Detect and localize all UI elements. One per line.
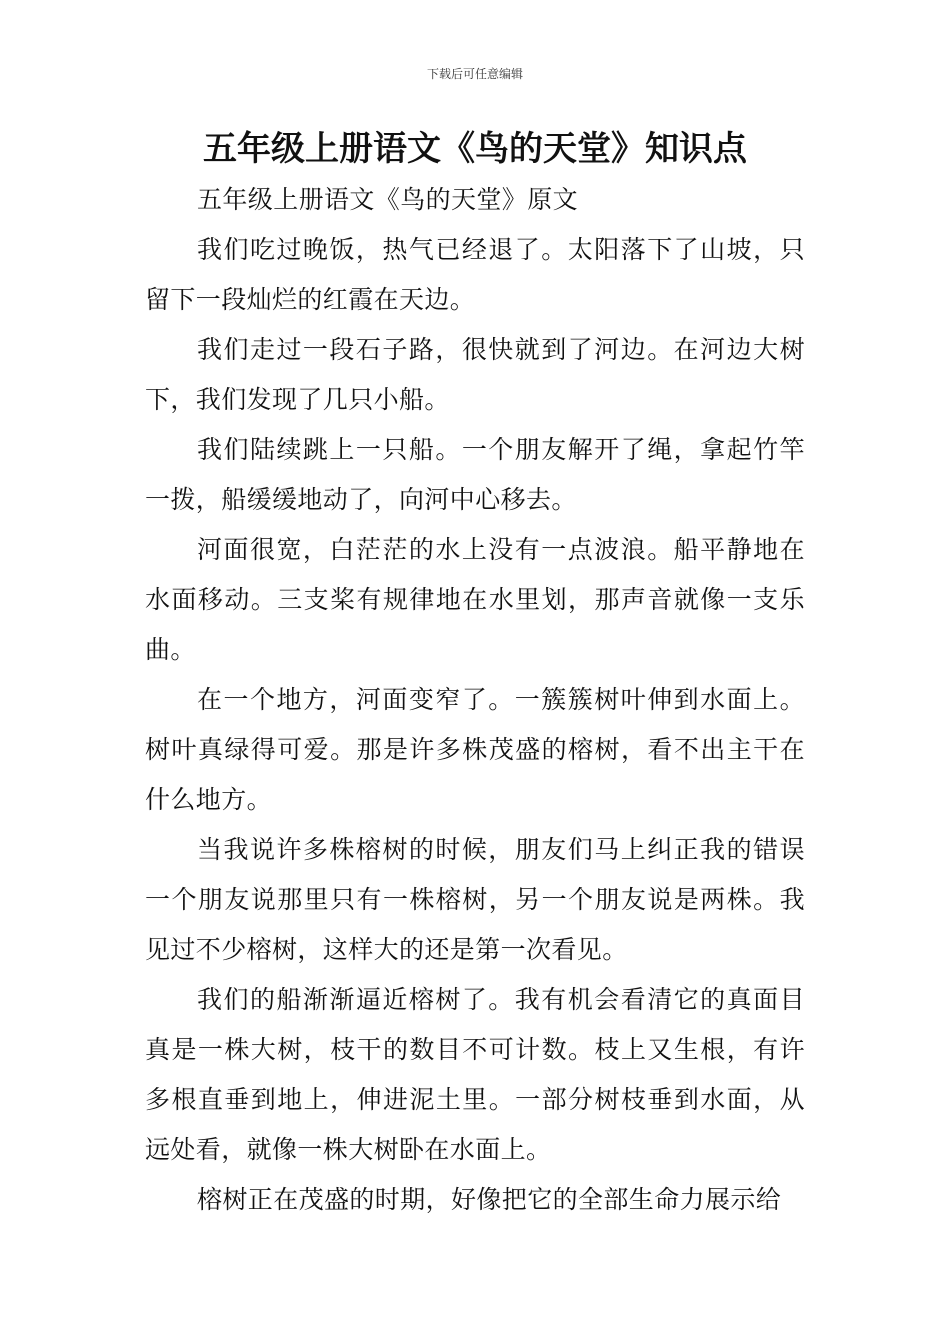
paragraph: 河面很宽，白茫茫的水上没有一点波浪。船平静地在水面移动。三支桨有规律地在水里划，那声音就像一支乐曲。 [145, 535, 805, 664]
document-title: 五年级上册语文《鸟的天堂》知识点 [203, 129, 747, 169]
paragraph: 我们走过一段石子路，很快就到了河边。在河边大树下，我们发现了几只小船。 [145, 335, 805, 414]
paragraph: 我们的船渐渐逼近榕树了。我有机会看清它的真面目真是一株大树，枝干的数目不可计数。枝上又生根，有许多根直垂到地上，伸进泥土里。一部分树枝垂到水面，从远处看，就像一株大树卧在水面上。 [145, 985, 805, 1164]
document-body [145, 175, 805, 1225]
paragraph: 榕树正在茂盛的时期，好像把它的全部生命力展示给 [197, 1185, 782, 1214]
paragraph: 当我说许多株榕树的时候，朋友们马上纠正我的错误一个朋友说那里只有一株榕树，另一个朋友说是两株。我见过不少榕树，这样大的还是第一次看见。 [145, 835, 805, 964]
paragraph: 我们吃过晚饭，热气已经退了。太阳落下了山坡，只留下一段灿烂的红霞在天边。 [145, 235, 805, 314]
paragraph: 我们陆续跳上一只船。一个朋友解开了绳，拿起竹竿一拨，船缓缓地动了，向河中心移去。 [145, 435, 805, 514]
subtitle-paragraph: 五年级上册语文《鸟的天堂》原文 [197, 185, 579, 214]
paragraph: 在一个地方，河面变窄了。一簇簇树叶伸到水面上。树叶真绿得可爱。那是许多株茂盛的榕树，看不出主干在什么地方。 [145, 685, 805, 814]
header-note: 下载后可任意编辑 [426, 67, 523, 81]
